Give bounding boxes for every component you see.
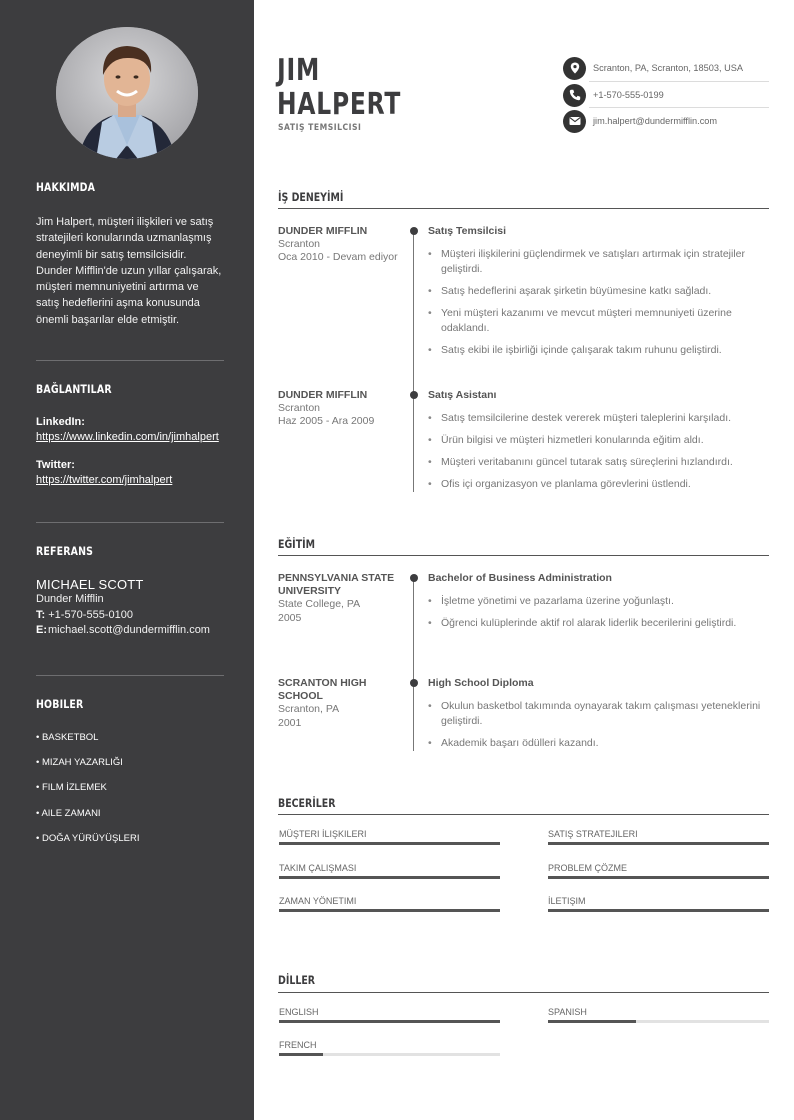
skill-label: MÜŞTERI İLIŞKILERI xyxy=(279,829,367,839)
skill-bar-fill xyxy=(548,876,769,879)
experience-entry-meta xyxy=(278,225,403,265)
entry-role: High School Diploma xyxy=(428,677,534,689)
section-rule xyxy=(278,208,769,209)
skills-title: BECERİLER xyxy=(278,796,336,810)
bullet-item: • Müşteri veritabanını güncel tutarak satış süreçlerini hızlandırdı. xyxy=(428,455,773,470)
bullet-item: • Ofis içi organizasyon ve planlama görevlerini üstlendi. xyxy=(428,477,773,492)
skill-bar-track xyxy=(279,909,500,912)
education-entry-meta xyxy=(278,677,403,730)
skill-item xyxy=(279,863,500,879)
reference-section xyxy=(36,544,224,639)
hobbies-section xyxy=(36,697,224,851)
entry-role: Satış Temsilcisi xyxy=(428,225,507,237)
entry-location: Scranton, PA xyxy=(278,703,340,716)
hobbies-list xyxy=(36,725,224,851)
skill-bar-track xyxy=(279,842,500,845)
entry-dates: 2005 xyxy=(278,611,302,624)
experience-timeline xyxy=(413,230,414,492)
sidebar-divider xyxy=(36,522,224,523)
section-rule xyxy=(278,992,769,993)
experience-title: İŞ DENEYİMİ xyxy=(278,190,344,204)
hobbies-title: HOBILER xyxy=(36,697,84,711)
phone-text[interactable]: +1-570-555-0199 xyxy=(593,90,664,100)
bullet-item: • Okulun basketbol takımında oynayarak takım çalışması yeteneklerini geliştirdi. xyxy=(428,699,773,729)
bullet-item: • İşletme yönetimi ve pazarlama üzerine yoğunlaştı. xyxy=(428,594,773,609)
language-bar-track xyxy=(548,1020,769,1023)
skill-label: İLETIŞIM xyxy=(548,896,586,906)
entry-location: Scranton xyxy=(278,238,321,251)
bullet-item: • Müşteri ilişkilerini güçlendirmek ve satışları artırmak için stratejiler geliştirdi. xyxy=(428,247,773,277)
skill-item xyxy=(548,829,769,845)
education-entry-meta xyxy=(278,572,403,625)
language-bar-track xyxy=(279,1020,500,1023)
language-item xyxy=(548,1007,769,1023)
skill-item xyxy=(548,896,769,912)
hobby-item: • MIZAH YAZARLIĞI xyxy=(36,757,123,769)
timeline-dot xyxy=(410,679,418,687)
links-title: BAĞLANTILAR xyxy=(36,382,112,396)
experience-entry-meta xyxy=(278,389,403,429)
hobby-item: • AILE ZAMANI xyxy=(36,807,101,819)
linkedin-link[interactable]: https://www.linkedin.com/in/jimhalpert xyxy=(36,431,219,443)
skill-label: TAKIM ÇALIŞMASI xyxy=(279,863,357,873)
reference-company: Dunder Mifflin xyxy=(36,593,104,605)
language-item xyxy=(279,1007,500,1023)
reference-email xyxy=(36,623,224,639)
section-rule xyxy=(278,555,769,556)
language-label: SPANISH xyxy=(548,1007,587,1017)
skill-bar-fill xyxy=(548,909,769,912)
sidebar xyxy=(0,0,254,1120)
contact-phone xyxy=(563,82,769,108)
entry-location: State College, PA xyxy=(278,598,361,611)
profile-photo xyxy=(56,27,198,159)
bullet-item: • Yeni müşteri kazanımı ve mevcut müşteri memnuniyeti üzerine odaklandı. xyxy=(428,306,773,336)
experience-entry-details xyxy=(428,225,773,365)
entry-role: Satış Asistanı xyxy=(428,389,497,401)
entry-bullets xyxy=(428,247,773,358)
entry-location: Scranton xyxy=(278,402,321,415)
skill-bar-track xyxy=(279,876,500,879)
education-timeline xyxy=(413,577,414,751)
skill-label: ZAMAN YÖNETIMI xyxy=(279,896,357,906)
person-name xyxy=(277,54,401,122)
sidebar-divider xyxy=(36,675,224,676)
linkedin-label: LinkedIn: xyxy=(36,416,85,428)
hobby-item: • BASKETBOL xyxy=(36,732,99,743)
contact-email xyxy=(563,108,769,134)
about-section xyxy=(36,180,224,328)
location-pin-icon xyxy=(563,57,586,80)
linkedin-link-group xyxy=(36,415,224,445)
section-rule xyxy=(278,814,769,815)
skill-bar-fill xyxy=(279,842,500,845)
reference-email-value: michael.scott@dundermifflin.com xyxy=(48,624,210,636)
reference-title: REFERANS xyxy=(36,544,94,558)
entry-organization: PENNSYLVANIA STATE UNIVERSITY xyxy=(278,572,395,598)
twitter-link-group xyxy=(36,458,224,488)
address-text: Scranton, PA, Scranton, 18503, USA xyxy=(593,63,743,73)
bullet-item: • Satış hedeflerini aşarak şirketin büyümesine katkı sağladı. xyxy=(428,284,773,299)
language-bar-track xyxy=(279,1053,500,1056)
skill-bar-fill xyxy=(279,876,500,879)
language-bar-fill xyxy=(279,1020,500,1023)
skill-bar-fill xyxy=(548,842,769,845)
bullet-item: • Ürün bilgisi ve müşteri hizmetleri konularında eğitim aldı. xyxy=(428,433,773,448)
languages-title: DİLLER xyxy=(278,973,316,987)
reference-phone-label: T: xyxy=(36,608,46,621)
reference-email-label: E: xyxy=(36,624,47,636)
avatar xyxy=(56,27,198,159)
reference-phone xyxy=(36,608,224,624)
skill-bar-fill xyxy=(279,909,500,912)
skill-label: SATIŞ STRATEJILERI xyxy=(548,829,638,839)
entry-role: Bachelor of Business Administration xyxy=(428,572,612,584)
links-section xyxy=(36,382,224,488)
entry-bullets xyxy=(428,594,773,631)
language-item xyxy=(279,1040,500,1056)
timeline-dot xyxy=(410,391,418,399)
skill-item xyxy=(279,829,500,845)
reference-phone-value: +1-570-555-0100 xyxy=(48,608,133,621)
timeline-dot xyxy=(410,227,418,235)
language-label: ENGLISH xyxy=(279,1007,319,1017)
bullet-item: • Satış temsilcilerine destek vererek müşteri taleplerini karşıladı. xyxy=(428,411,773,426)
bullet-item: • Satış ekibi ile işbirliği içinde çalışarak takım ruhunu geliştirdi. xyxy=(428,343,773,358)
phone-icon xyxy=(563,84,586,107)
hobby-item: • FILM İZLEMEK xyxy=(36,782,107,794)
skill-bar-track xyxy=(548,909,769,912)
last-name: HALPERT xyxy=(277,87,402,122)
education-title: EĞİTİM xyxy=(278,537,316,551)
entry-bullets xyxy=(428,699,773,751)
twitter-link[interactable]: https://twitter.com/jimhalpert xyxy=(36,474,173,486)
education-entry-details xyxy=(428,572,773,638)
mail-icon xyxy=(563,110,586,133)
bullet-item: • Öğrenci kulüplerinde aktif rol alarak liderlik becerilerini geliştirdi. xyxy=(428,616,773,631)
entry-dates: Haz 2005 - Ara 2009 xyxy=(278,415,375,428)
first-name: JIM xyxy=(277,53,321,88)
language-label: FRENCH xyxy=(279,1040,317,1050)
language-bar-fill xyxy=(279,1053,323,1056)
sidebar-divider xyxy=(36,360,224,361)
twitter-label: Twitter: xyxy=(36,459,75,471)
hobby-item: • DOĞA YÜRÜYÜŞLERI xyxy=(36,832,140,844)
contact-address xyxy=(563,55,769,81)
entry-bullets xyxy=(428,411,773,492)
entry-organization: DUNDER MIFFLIN xyxy=(278,225,368,237)
skill-label: PROBLEM ÇÖZME xyxy=(548,863,628,873)
about-title: HAKKIMDA xyxy=(36,180,96,194)
bullet-item: • Akademik başarı ödülleri kazandı. xyxy=(428,736,773,751)
timeline-dot xyxy=(410,574,418,582)
skill-item xyxy=(279,896,500,912)
email-text[interactable]: jim.halpert@dundermifflin.com xyxy=(593,116,718,126)
entry-organization: SCRANTON HIGH SCHOOL xyxy=(278,677,367,703)
entry-dates: 2001 xyxy=(278,716,302,729)
entry-dates: Oca 2010 - Devam ediyor xyxy=(278,251,398,264)
reference-name: MICHAEL SCOTT xyxy=(36,577,144,592)
skill-bar-track xyxy=(548,842,769,845)
education-entry-details xyxy=(428,677,773,758)
language-bar-fill xyxy=(548,1020,636,1023)
skill-bar-track xyxy=(548,876,769,879)
experience-entry-details xyxy=(428,389,773,499)
skill-item xyxy=(548,863,769,879)
entry-organization: DUNDER MIFFLIN xyxy=(278,389,368,401)
job-title: SATIŞ TEMSILCISI xyxy=(278,123,362,133)
about-text: Jim Halpert, müşteri ilişkileri ve satış stratejileri konularında uzmanlaşmış deneyimli bir satış temsilcisidir. Dunder Mifflin'de uzun yıllar çalışarak, müşteri memnuniyetini artırma ve satış hedeflerini aşma konusunda önemli başarılar elde etmiştir. xyxy=(36,216,222,326)
